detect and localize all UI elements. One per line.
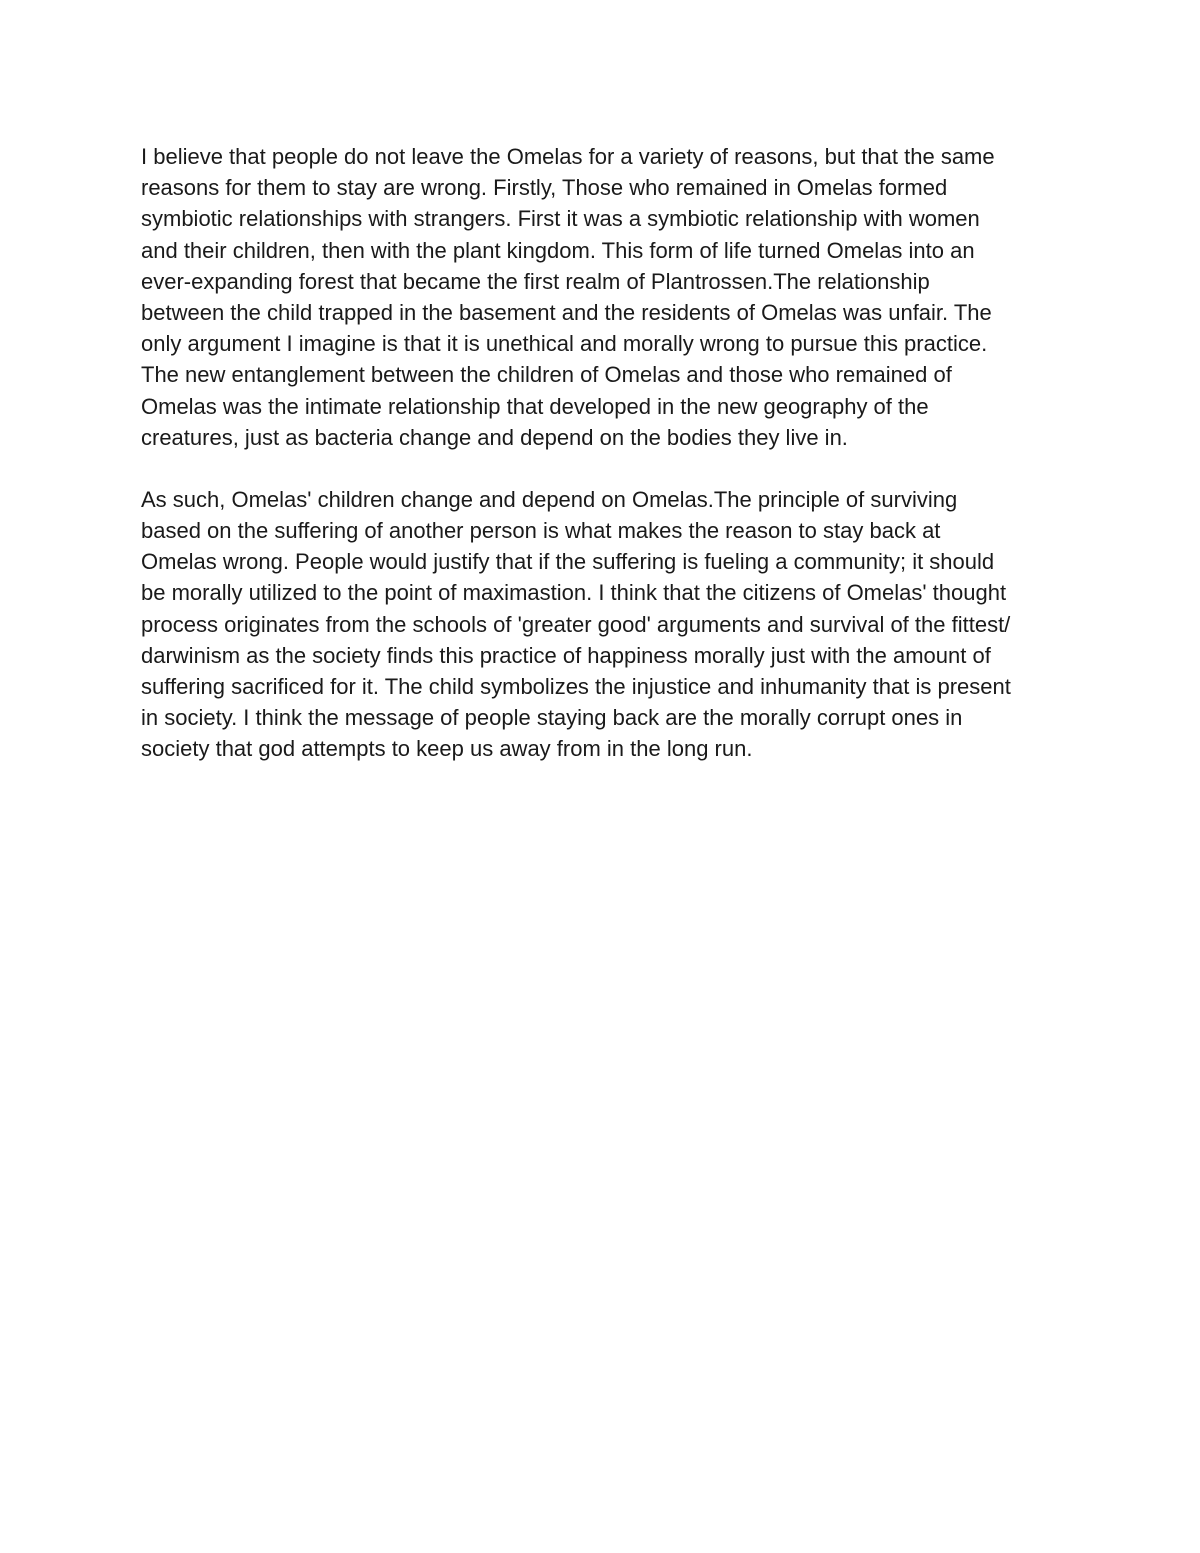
text-line: based on the suffering of another person is what makes the reason to stay back at [141, 518, 941, 544]
text-line: The new entanglement between the children of Omelas and those who remained of [141, 362, 952, 388]
paragraph-spacer [141, 453, 1071, 484]
text-line: suffering sacrificed for it. The child symbolizes the injustice and inhumanity that is present [141, 674, 1011, 699]
text-line: I believe that people do not leave the Omelas for a variety of reasons, but that the same [141, 144, 995, 169]
paragraph-2 [141, 484, 1071, 765]
text-line: be morally utilized to the point of maximastion. I think that the citizens of Omelas' thought [141, 580, 1007, 606]
text-line: darwinism as the society finds this practice of happiness morally just with the amount of [141, 642, 991, 668]
text-line: society that god attempts to keep us away from in the long run. [141, 736, 753, 762]
text-line: Omelas wrong. People would justify that if the suffering is fueling a community; it should [141, 549, 995, 575]
paragraph-1 [141, 141, 1071, 453]
text-line: creatures, just as bacteria change and depend on the bodies they live in. [141, 424, 848, 450]
document-body [141, 141, 1071, 765]
text-line: symbiotic relationships with strangers. First it was a symbiotic relationship with women [141, 206, 980, 232]
text-line: As such, Omelas' children change and depend on Omelas.The principle of surviving [141, 486, 958, 512]
text-line: in society. I think the message of people staying back are the morally corrupt ones in [141, 705, 963, 731]
text-line: only argument I imagine is that it is unethical and morally wrong to pursue this practice. [141, 331, 988, 357]
text-line: reasons for them to stay are wrong. Firstly, Those who remained in Omelas formed [141, 175, 948, 201]
text-line: ever-expanding forest that became the first realm of Plantrossen.The relationship [141, 268, 930, 294]
text-line: Omelas was the intimate relationship that developed in the new geography of the [141, 393, 929, 419]
text-line: and their children, then with the plant kingdom. This form of life turned Omelas into an [141, 237, 975, 263]
text-line: between the child trapped in the basement and the residents of Omelas was unfair. The [141, 299, 992, 325]
text-line: process originates from the schools of 'greater good' arguments and survival of the fittest/ [141, 611, 1011, 637]
